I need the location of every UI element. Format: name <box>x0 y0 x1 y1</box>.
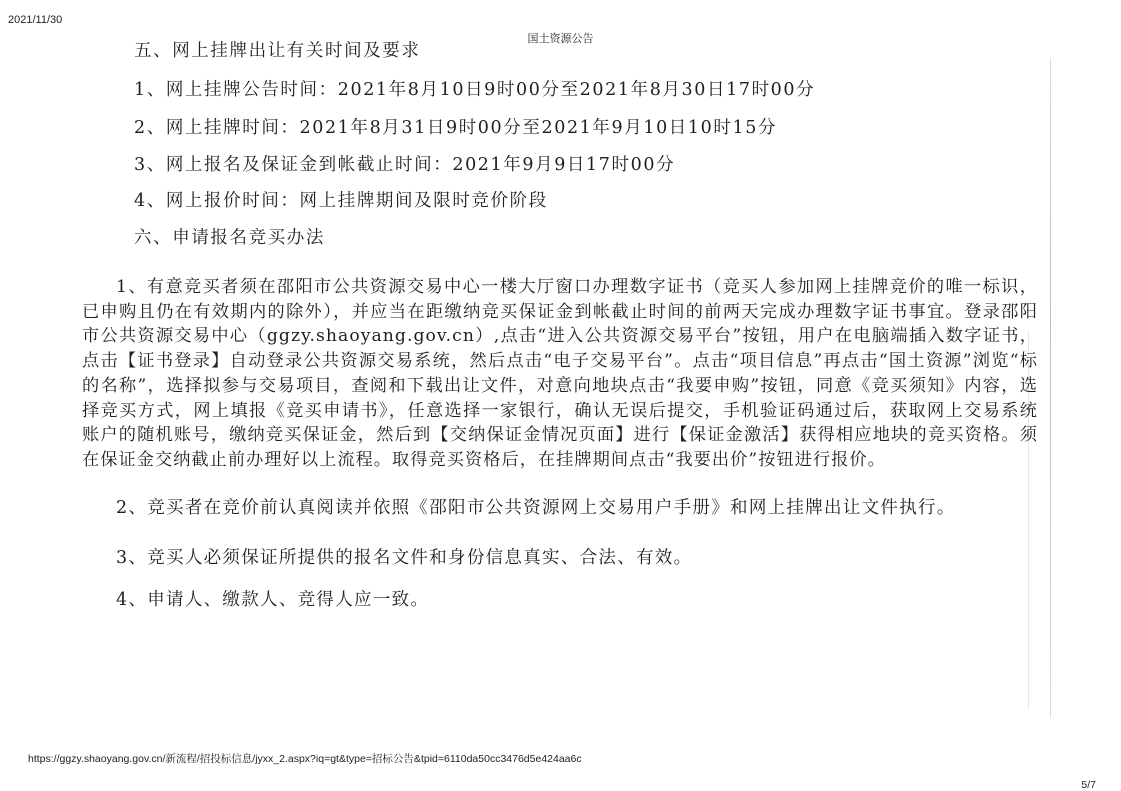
print-date: 2021/11/30 <box>8 14 63 26</box>
section-6-paragraph-1: 1、有意竞买者须在邵阳市公共资源交易中心一楼大厅窗口办理数字证书（竞买人参加网上挂牌竞价的唯一标识，已申购且仍在有效期内的除外），并应当在距缴纳竞买保证金到帐截止时间的前两天完成办理数字证书事宜。登录邵阳市公共资源交易中心（ggzy.shaoyang.gov.cn）,点击“进入公共资源交易平台”按钮，用户在电脑端插入数字证书，点击【证书登录】自动登录公共资源交易系统，然后点击“电子交易平台”。点击“项目信息”再点击“国土资源”浏览“标的名称”，选择拟参与交易项目，查阅和下载出让文件，对意向地块点击“我要申购”按钮，同意《竞买须知》内容，选择竞买方式，网上填报《竞买申请书》，任意选择一家银行，确认无误后提交，手机验证码通过后，获取网上交易系统账户的随机账号，缴纳竞买保证金，然后到【交纳保证金情况页面】进行【保证金激活】获得相应地块的竞买资格。须在保证金交纳截止前办理好以上流程。取得竞买资格后，在挂牌期间点击“我要出价”按钮进行报价。 <box>82 277 1038 470</box>
section-5-heading: 五、网上挂牌出让有关时间及要求 <box>134 41 421 61</box>
print-page-number: 5/7 <box>1081 779 1096 791</box>
section-6-paragraph-2: 2、竞买者在竞价前认真阅读并依照《邵阳市公共资源网上交易用户手册》和网上挂牌出让文件执行。 <box>116 497 956 518</box>
scan-paper-edge <box>1050 58 1051 718</box>
scanned-document-body <box>82 38 1042 612</box>
print-footer-url: https://ggzy.shaoyang.gov.cn/新流程/招投标信息/jyxx_2.aspx?iq=gt&type=招标公告&tpid=6110da50cc3476d5e424aa6c <box>28 753 582 765</box>
section-6-heading: 六、申请报名竞买办法 <box>134 228 325 248</box>
section-5-item-4: 4、网上报价时间：网上挂牌期间及限时竞价阶段 <box>134 191 548 211</box>
section-5-item-1: 1、网上挂牌公告时间：2021年8月10日9时00分至2021年8月30日17时00分 <box>134 80 816 100</box>
section-6-paragraph-4: 4、申请人、缴款人、竞得人应一致。 <box>116 589 430 610</box>
section-5-item-3: 3、网上报名及保证金到帐截止时间：2021年9月9日17时00分 <box>134 155 676 175</box>
print-page-title: 国土资源公告 <box>527 32 594 45</box>
section-6-paragraph-3: 3、竞买人必须保证所提供的报名文件和身份信息真实、合法、有效。 <box>116 547 693 568</box>
section-5-item-2: 2、网上挂牌时间：2021年8月31日9时00分至2021年9月10日10时15分 <box>134 118 778 138</box>
